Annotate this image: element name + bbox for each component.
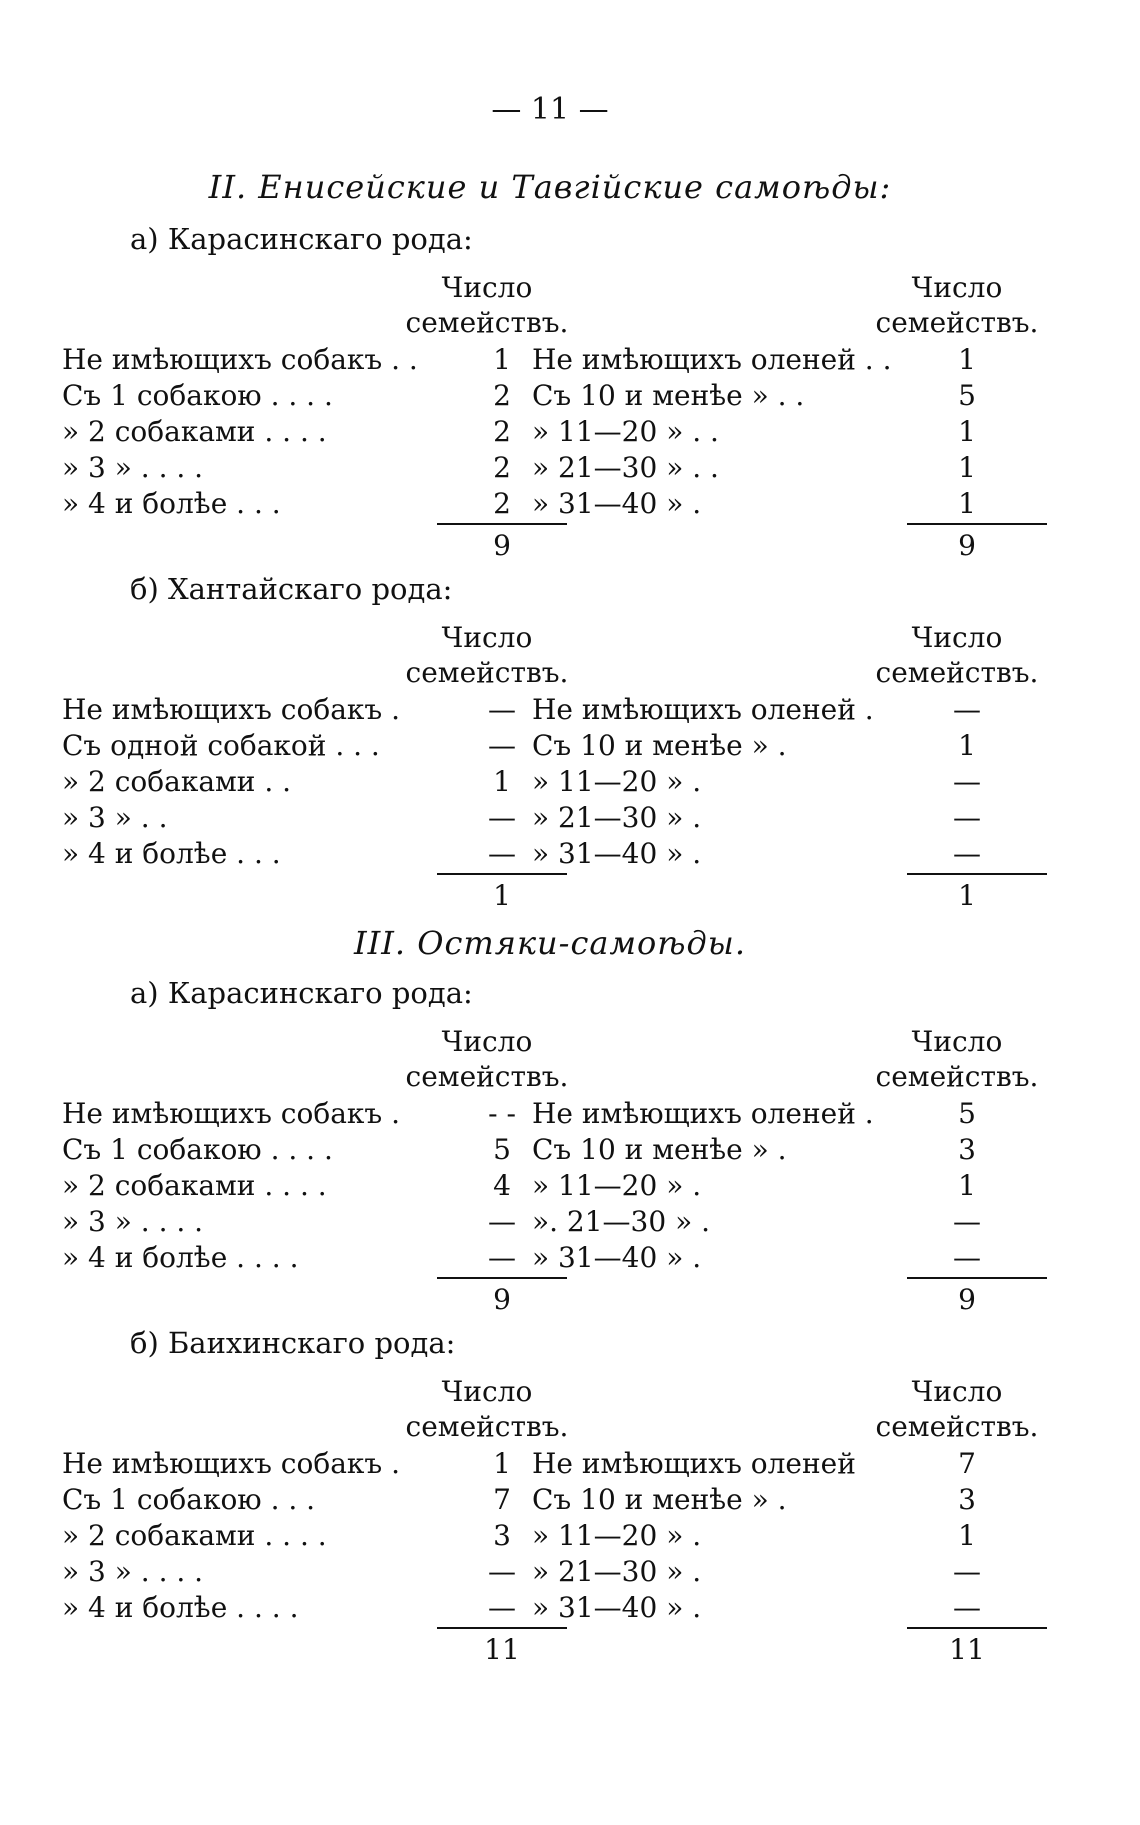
column-header-left: Число семействъ. bbox=[405, 1375, 569, 1443]
row-label: ». 21—30 » . bbox=[532, 1205, 711, 1238]
statistics-table bbox=[62, 270, 1047, 570]
row-value: — bbox=[953, 1205, 981, 1238]
row-value: 2 bbox=[493, 451, 511, 484]
page-number: — 11 — bbox=[491, 92, 609, 127]
table-row bbox=[62, 1446, 1047, 1482]
row-value: - - bbox=[488, 1097, 516, 1130]
row-value: 5 bbox=[958, 1097, 976, 1130]
row-label: » 3 » . . . . bbox=[62, 451, 204, 484]
section-title-iii: III. Остяки-самоѣды. bbox=[353, 924, 747, 962]
row-value: — bbox=[953, 837, 981, 870]
row-label: Съ 10 и менѣе » . bbox=[532, 1133, 787, 1166]
row-value: — bbox=[488, 1241, 516, 1274]
total-right: 11 bbox=[949, 1633, 985, 1666]
table-row bbox=[62, 1240, 1047, 1276]
table-row bbox=[62, 1518, 1047, 1554]
total-left: 9 bbox=[493, 529, 511, 562]
row-label: » 2 собаками . . . . bbox=[62, 415, 327, 448]
row-value: 3 bbox=[493, 1519, 511, 1552]
row-value: 2 bbox=[493, 379, 511, 412]
row-label: » 2 собаками . . bbox=[62, 765, 292, 798]
row-label: Не имѣющихъ собакъ . bbox=[62, 1447, 400, 1480]
row-label: Не имѣющихъ собакъ . . bbox=[62, 343, 418, 376]
total-rule-right bbox=[907, 1277, 1047, 1279]
column-header-right: Число семействъ. bbox=[875, 621, 1039, 689]
row-label: Не имѣющихъ собакъ . bbox=[62, 1097, 400, 1130]
row-value: — bbox=[953, 693, 981, 726]
column-header-left: Число семействъ. bbox=[405, 1025, 569, 1093]
row-value: 5 bbox=[493, 1133, 511, 1166]
row-value: 1 bbox=[493, 1447, 511, 1480]
table-row bbox=[62, 1554, 1047, 1590]
total-right: 1 bbox=[958, 879, 976, 912]
table-row bbox=[62, 1482, 1047, 1518]
row-label: Не имѣющихъ оленей . bbox=[532, 693, 874, 726]
row-value: — bbox=[953, 801, 981, 834]
row-label: Съ 1 собакою . . . . bbox=[62, 1133, 333, 1166]
row-value: — bbox=[953, 1555, 981, 1588]
row-label: » 31—40 » . bbox=[532, 487, 702, 520]
total-rule-left bbox=[437, 1277, 567, 1279]
table-row bbox=[62, 764, 1047, 800]
row-value: 1 bbox=[958, 343, 976, 376]
row-label: » 2 собаками . . . . bbox=[62, 1169, 327, 1202]
row-label: » 4 и болѣе . . . . bbox=[62, 1241, 299, 1274]
table-row bbox=[62, 692, 1047, 728]
row-value: — bbox=[488, 1205, 516, 1238]
row-label: » 11—20 » . . bbox=[532, 415, 719, 448]
row-label: » 11—20 » . bbox=[532, 1519, 702, 1552]
row-label: » 3 » . . . . bbox=[62, 1555, 204, 1588]
row-value: 1 bbox=[958, 487, 976, 520]
row-label: Не имѣющихъ оленей bbox=[532, 1447, 856, 1480]
row-value: — bbox=[488, 837, 516, 870]
total-right: 9 bbox=[958, 1283, 976, 1316]
table-row bbox=[62, 414, 1047, 450]
statistics-table bbox=[62, 1374, 1047, 1674]
table-row bbox=[62, 836, 1047, 872]
row-value: 1 bbox=[958, 1519, 976, 1552]
row-label: » 31—40 » . bbox=[532, 837, 702, 870]
subsection-heading: a) Карасинскаго рода: bbox=[130, 976, 473, 1010]
total-rule-left bbox=[437, 1627, 567, 1629]
table-row bbox=[62, 1096, 1047, 1132]
total-rule-left bbox=[437, 523, 567, 525]
row-label: » 3 » . . bbox=[62, 801, 168, 834]
row-label: » 2 собаками . . . . bbox=[62, 1519, 327, 1552]
row-label: » 21—30 » . . bbox=[532, 451, 719, 484]
subsection-heading: б) Баихинскаго рода: bbox=[130, 1326, 456, 1360]
row-label: » 3 » . . . . bbox=[62, 1205, 204, 1238]
row-value: 4 bbox=[493, 1169, 511, 1202]
row-value: 3 bbox=[958, 1483, 976, 1516]
row-value: — bbox=[953, 1591, 981, 1624]
row-value: 1 bbox=[958, 729, 976, 762]
column-header-left: Число семействъ. bbox=[405, 271, 569, 339]
row-value: 3 bbox=[958, 1133, 976, 1166]
row-value: — bbox=[488, 1555, 516, 1588]
row-value: 1 bbox=[958, 451, 976, 484]
row-value: 7 bbox=[958, 1447, 976, 1480]
row-value: — bbox=[488, 1591, 516, 1624]
row-label: » 4 и болѣе . . . bbox=[62, 837, 281, 870]
table-row bbox=[62, 450, 1047, 486]
row-label: Не имѣющихъ оленей . . bbox=[532, 343, 892, 376]
table-row bbox=[62, 486, 1047, 522]
row-label: Съ 1 собакою . . . bbox=[62, 1483, 316, 1516]
row-label: » 31—40 » . bbox=[532, 1241, 702, 1274]
row-label: Съ одной собакой . . . bbox=[62, 729, 380, 762]
table-row bbox=[62, 1590, 1047, 1626]
subsection-heading: б) Хантайскаго рода: bbox=[130, 572, 453, 606]
column-header-right: Число семействъ. bbox=[875, 1025, 1039, 1093]
row-label: » 31—40 » . bbox=[532, 1591, 702, 1624]
row-label: » 21—30 » . bbox=[532, 801, 702, 834]
statistics-table bbox=[62, 620, 1047, 920]
row-label: » 4 и болѣе . . . . bbox=[62, 1591, 299, 1624]
total-rule-right bbox=[907, 873, 1047, 875]
section-title-ii: II. Енисейские и Тавгійские самоѣды: bbox=[208, 168, 892, 206]
total-left: 9 bbox=[493, 1283, 511, 1316]
row-label: Съ 10 и менѣе » . . bbox=[532, 379, 805, 412]
row-label: » 11—20 » . bbox=[532, 765, 702, 798]
row-value: 1 bbox=[958, 1169, 976, 1202]
total-left: 1 bbox=[493, 879, 511, 912]
row-label: » 11—20 » . bbox=[532, 1169, 702, 1202]
total-right: 9 bbox=[958, 529, 976, 562]
table-row bbox=[62, 378, 1047, 414]
row-value: — bbox=[488, 801, 516, 834]
row-label: Не имѣющихъ собакъ . bbox=[62, 693, 400, 726]
row-label: Не имѣющихъ оленей . bbox=[532, 1097, 874, 1130]
subsection-heading: a) Карасинскаго рода: bbox=[130, 222, 473, 256]
row-value: 5 bbox=[958, 379, 976, 412]
table-row bbox=[62, 342, 1047, 378]
statistics-table bbox=[62, 1024, 1047, 1324]
row-label: » 4 и болѣе . . . bbox=[62, 487, 281, 520]
row-value: 7 bbox=[493, 1483, 511, 1516]
row-value: 1 bbox=[958, 415, 976, 448]
column-header-left: Число семействъ. bbox=[405, 621, 569, 689]
column-header-right: Число семействъ. bbox=[875, 271, 1039, 339]
total-left: 11 bbox=[484, 1633, 520, 1666]
row-value: 1 bbox=[493, 343, 511, 376]
row-value: — bbox=[953, 1241, 981, 1274]
table-row bbox=[62, 728, 1047, 764]
row-label: Съ 10 и менѣе » . bbox=[532, 729, 787, 762]
row-label: Съ 1 собакою . . . . bbox=[62, 379, 333, 412]
table-row bbox=[62, 1204, 1047, 1240]
row-label: » 21—30 » . bbox=[532, 1555, 702, 1588]
total-rule-right bbox=[907, 523, 1047, 525]
row-value: — bbox=[488, 729, 516, 762]
table-row bbox=[62, 800, 1047, 836]
total-rule-left bbox=[437, 873, 567, 875]
row-value: — bbox=[488, 693, 516, 726]
table-row bbox=[62, 1168, 1047, 1204]
row-label: Съ 10 и менѣе » . bbox=[532, 1483, 787, 1516]
row-value: 1 bbox=[493, 765, 511, 798]
column-header-right: Число семействъ. bbox=[875, 1375, 1039, 1443]
row-value: — bbox=[953, 765, 981, 798]
row-value: 2 bbox=[493, 415, 511, 448]
total-rule-right bbox=[907, 1627, 1047, 1629]
row-value: 2 bbox=[493, 487, 511, 520]
table-row bbox=[62, 1132, 1047, 1168]
